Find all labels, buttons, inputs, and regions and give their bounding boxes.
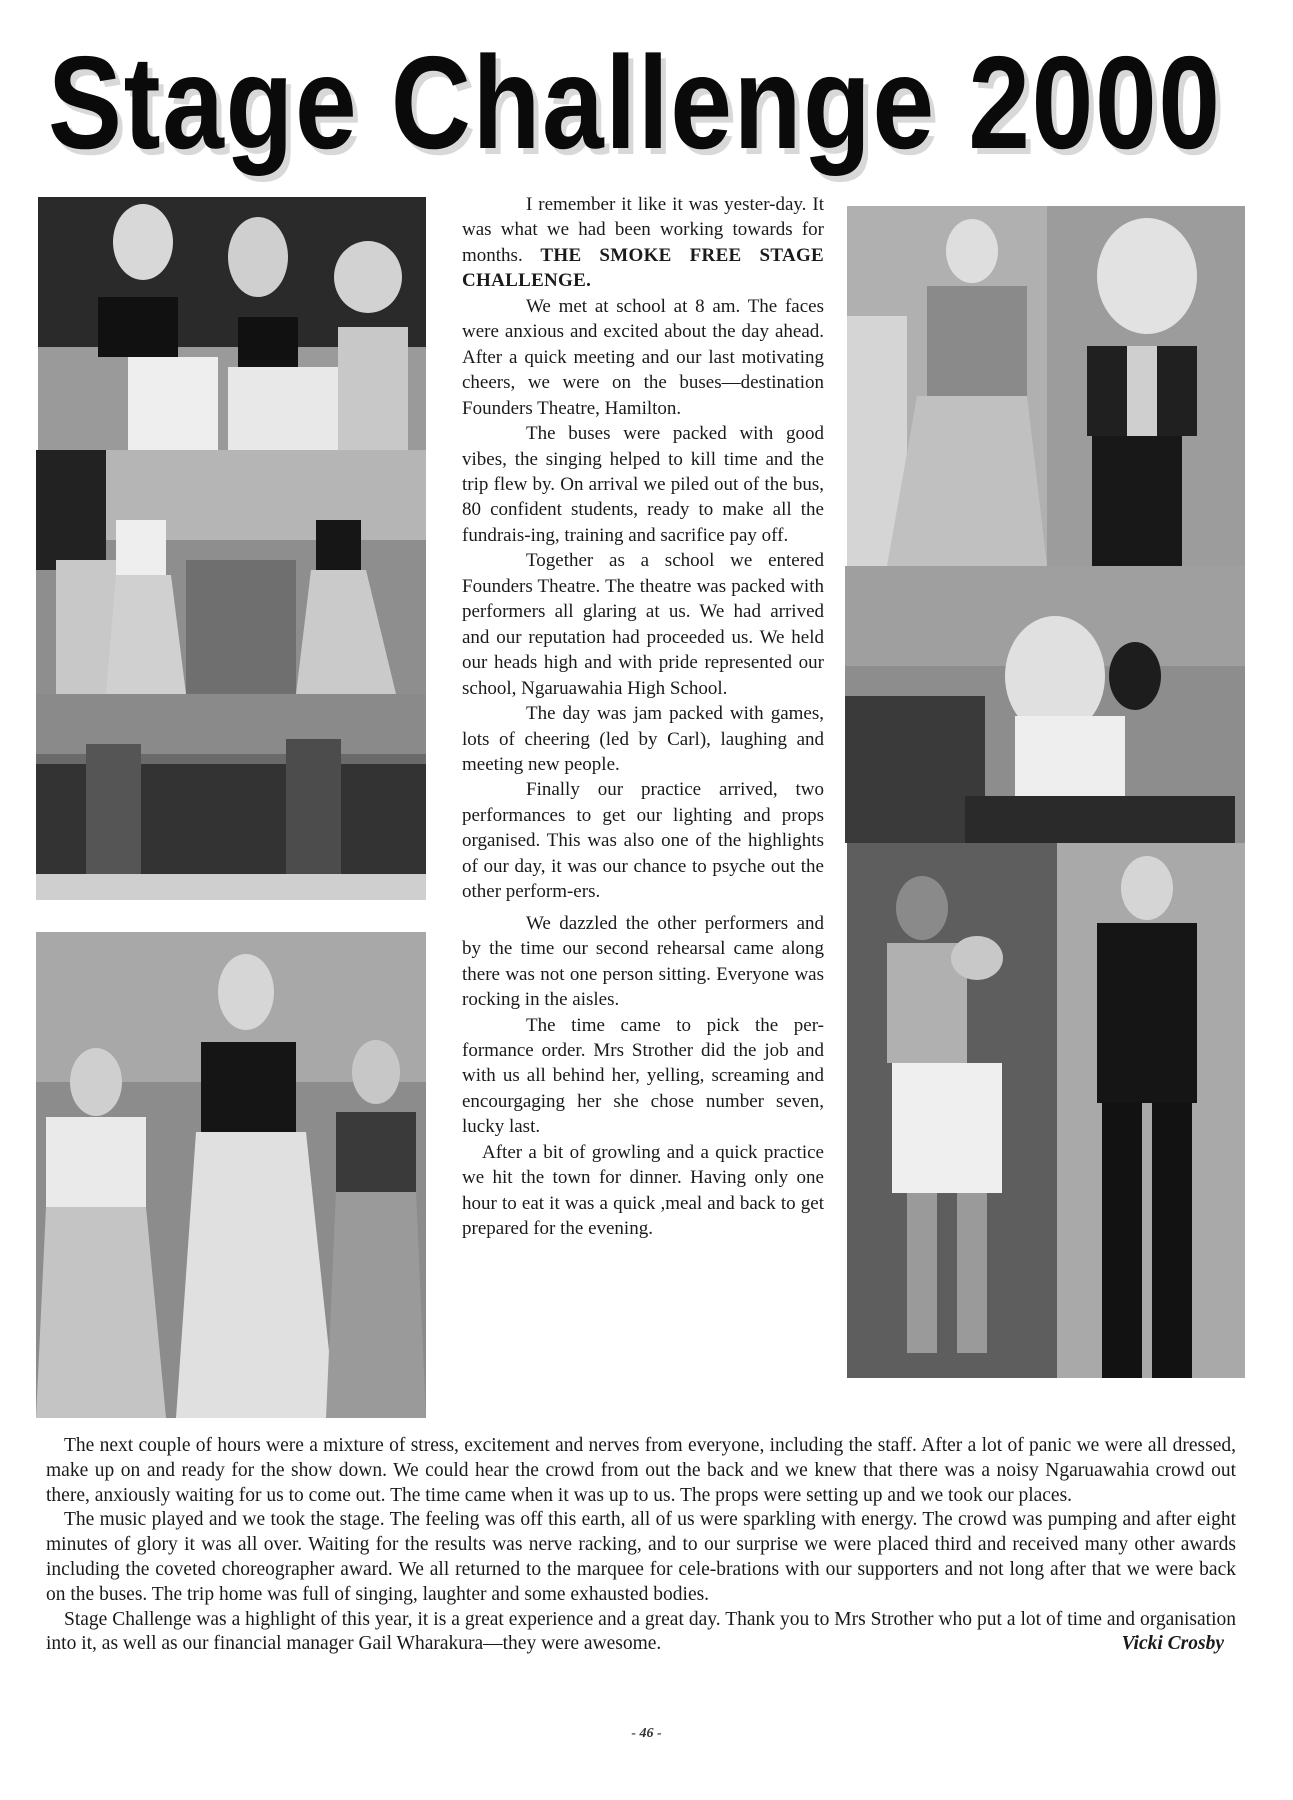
column-paragraph: The buses were packed with good vibes, the singing helped to kill time and the trip flew by. On arrival we piled out of the bus, 80 confident students, ready to make all the fundrais-ing, training and sacrifice pay off. bbox=[462, 423, 824, 546]
column-paragraph: The day was jam packed with games, lots of cheering (led by Carl), laughing and meeting new people. bbox=[462, 703, 824, 775]
article-column bbox=[462, 192, 824, 1242]
column-paragraph: We dazzled the other performers and by the time our second rehearsal came along there was not one person sitting. Everyone was rocking in the aisles. bbox=[462, 912, 824, 1011]
column-paragraph: Together as a school we entered Founders Theatre. The theatre was packed with performers all glaring at us. We had arrived and our reputation had proceeded us. We held our heads high and with pride represented our school, Ngaruawahia High School. bbox=[462, 550, 824, 699]
photo-group-dance-flares bbox=[36, 450, 426, 694]
author-signature: Vicki Crosby bbox=[1121, 1633, 1224, 1655]
article-conclusion bbox=[46, 1434, 1236, 1657]
page-number: - 46 - bbox=[631, 1726, 662, 1741]
photo-masked-dancers bbox=[38, 197, 426, 450]
page-title: Stage Challenge 2000 bbox=[48, 29, 1222, 176]
photo-stage-scene bbox=[845, 566, 1245, 843]
photo-boxer-and-dancer bbox=[847, 843, 1245, 1378]
column-paragraph: After a bit of growling and a quick practice we hit the town for dinner. Having only one hour to eat it was a quick ,meal and back to get prepared for the evening. bbox=[462, 1141, 824, 1240]
bottom-paragraph bbox=[46, 1608, 1236, 1658]
column-paragraph: We met at school at 8 am. The faces were anxious and excited about the day ahead. After a quick meeting and our last motivating cheers, we were on the buses—destination Founders Theatre, Hamilton. bbox=[462, 295, 824, 419]
column-paragraph bbox=[462, 192, 824, 294]
column-paragraph: The time came to pick the per-formance order. Mrs Strother did the job and with us all behind her, yelling, screaming and encourgaging her she chose number seven, lucky last. bbox=[462, 1014, 824, 1138]
photo-group-dance-ensemble bbox=[36, 694, 426, 900]
photo-dancer-and-mask bbox=[847, 206, 1245, 566]
paragraph-text: Stage Challenge was a highlight of this year, it is a great experience and a great day. Thank you to Mrs Strother who put a lot of time and organisation into it, as well as our financial manager Gail Wharakura—they were awesome. bbox=[46, 1608, 1236, 1655]
paragraph-text: I remember it like it was yester-day. It was what we had been working towards for months. bbox=[462, 194, 824, 266]
event-name-emphasis: THE SMOKE FREE STAGE CHALLENGE. bbox=[462, 244, 825, 292]
bottom-paragraph: The next couple of hours were a mixture of stress, excitement and nerves from everyone, including the staff. After a lot of panic we were all dressed, make up on and ready for the show down. We could hear the crowd from out the back and we knew that there was a noisy Ngaruawahia crowd out there, anxiously waiting for us to come out. The time came when it was up to us. The props were setting up and we took our places. bbox=[46, 1435, 1236, 1506]
bottom-paragraph: The music played and we took the stage. The feeling was off this earth, all of us were sparkling with energy. The crowd was pumping and after eight minutes of glory it was all over. Waiting for the results was nerve racking, and to our surprise we were placed third and received many other awards including the coveted choreographer award. We all returned to the marquee for cele-brations with our supporters and not long after that we were back on the buses. The trip home was full of singing, laughter and some exhausted bodies. bbox=[46, 1509, 1236, 1605]
column-paragraph: Finally our practice arrived, two performances to get our lighting and props organised. This was also one of the highlights of our day, it was our chance to psyche out the other perform-ers. bbox=[462, 779, 824, 903]
photo-headband-dancers bbox=[36, 932, 426, 1418]
